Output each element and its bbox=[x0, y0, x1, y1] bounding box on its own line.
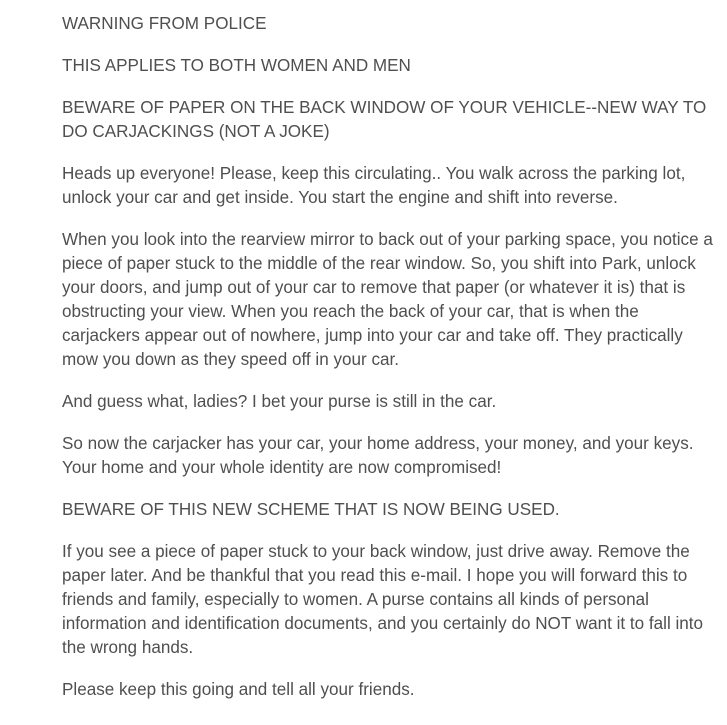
applies-heading: THIS APPLIES TO BOTH WOMEN AND MEN bbox=[62, 56, 411, 75]
scenario-paragraph: When you look into the rearview mirror to back out of your parking space, you notice a piece of paper stuck to the middle of the rear window. So, you shift into Park, unlock your doors, and jump out of your car to remove that paper (or whatever it is) that is obstructing your view. When you reach the back of your car, that is when the carjackers appear out of nowhere, jump into your car and take off. They practically mow you down as they speed off in your car. bbox=[62, 230, 713, 369]
beware-paper-heading: BEWARE OF PAPER ON THE BACK WINDOW OF YOUR VEHICLE--NEW WAY TO DO CARJACKINGS (NOT A JOKE) bbox=[62, 98, 707, 141]
closing-paragraph: Please keep this going and tell all your friends. bbox=[62, 680, 415, 699]
purse-paragraph: And guess what, ladies? I bet your purse is still in the car. bbox=[62, 392, 497, 411]
advice-paragraph: If you see a piece of paper stuck to your back window, just drive away. Remove the paper later. And be thankful that you read this e-mail. I hope you will forward this to friends and family, especially to women. A purse contains all kinds of personal information and identification documents, and you certainly do NOT want it to fall into the wrong hands. bbox=[62, 542, 704, 657]
beware-scheme-heading: BEWARE OF THIS NEW SCHEME THAT IS NOW BEING USED. bbox=[62, 500, 560, 519]
intro-paragraph: Heads up everyone! Please, keep this circulating.. You walk across the parking lot, unlock your car and get inside. You start the engine and shift into reverse. bbox=[62, 164, 686, 207]
warning-heading: WARNING FROM POLICE bbox=[62, 14, 267, 33]
email-body bbox=[62, 12, 714, 702]
consequence-paragraph: So now the carjacker has your car, your home address, your money, and your keys. Your home and your whole identity are now compromised! bbox=[62, 434, 694, 477]
